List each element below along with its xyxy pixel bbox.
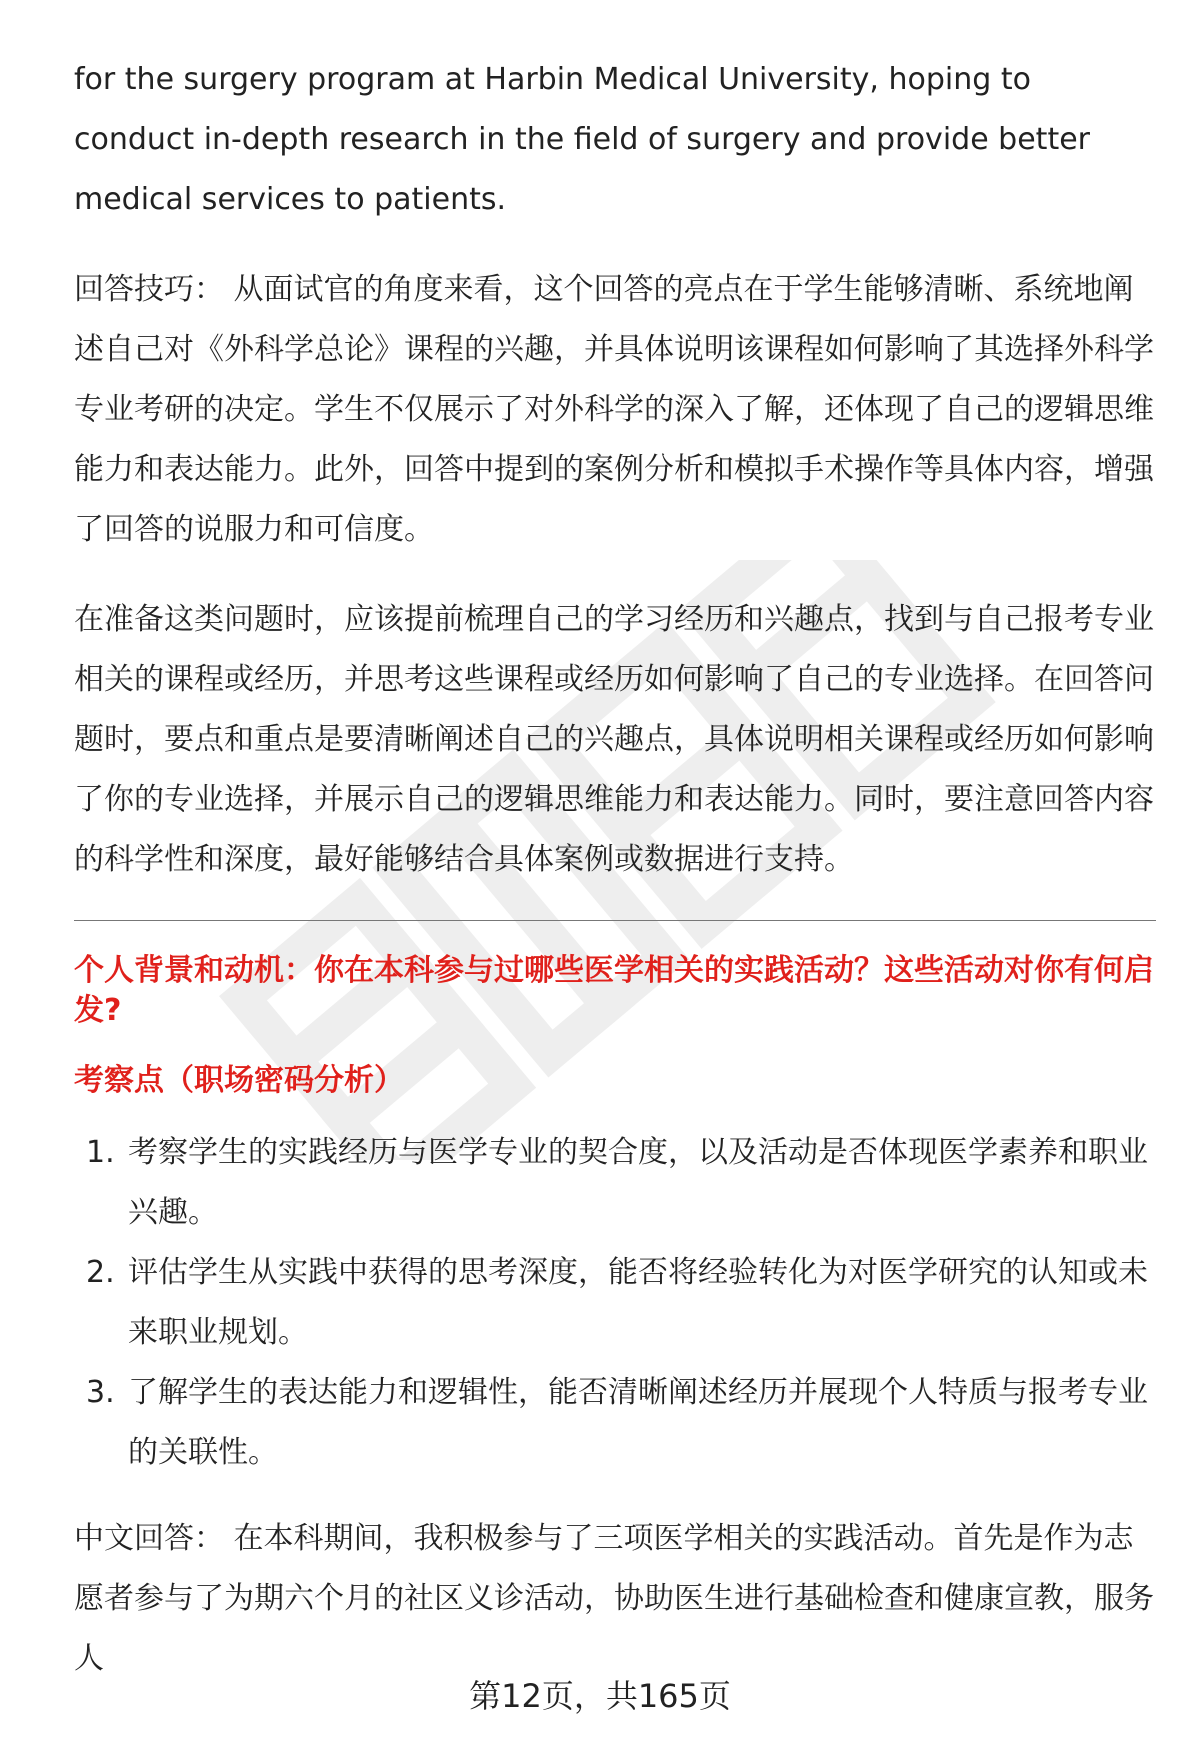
list-item-number: 1. <box>86 1135 115 1170</box>
list-item-number: 2. <box>86 1255 115 1290</box>
assessment-points-heading: 考察点（职场密码分析） <box>74 1063 404 1098</box>
preparation-advice-paragraph: 在准备这类问题时，应该提前梳理自己的学习经历和兴趣点，找到与自己报考专业相关的课程或经历，并思考这些课程或经历如何影响了自己的专业选择。在回答问题时，要点和重点是要清晰阐述自己的兴趣点，具体说明相关课程或经历如何影响了你的专业选择，并展示自己的逻辑思维能力和表达能力。同时，要注意回答内容的科学性和深度，最好能够结合具体案例或数据进行支持。 <box>74 602 1154 877</box>
list-item <box>74 1123 1156 1243</box>
question-heading: 个人背景和动机：你在本科参与过哪些医学相关的实践活动？这些活动对你有何启发? <box>74 953 1154 1028</box>
list-item-text: 了解学生的表达能力和逻辑性，能否清晰阐述经历并展现个人特质与报考专业的关联性。 <box>128 1375 1148 1470</box>
list-item-number: 3. <box>86 1375 115 1410</box>
list-item-text: 评估学生从实践中获得的思考深度，能否将经验转化为对医学研究的认知或未来职业规划。 <box>128 1255 1148 1350</box>
section-divider <box>74 920 1156 921</box>
document-body <box>74 50 1156 1719</box>
chinese-answer-paragraph: 中文回答： 在本科期间，我积极参与了三项医学相关的实践活动。首先是作为志愿者参与了为期六个月的社区义诊活动，协助医生进行基础检查和健康宣教，服务人 <box>74 1521 1154 1676</box>
assessment-points-list <box>74 1123 1156 1483</box>
list-item <box>74 1243 1156 1363</box>
list-item <box>74 1363 1156 1483</box>
intro-paragraph-en: for the surgery program at Harbin Medical University, hoping to conduct in-depth research in the field of surgery and provide better medical services to patients. <box>74 62 1091 217</box>
answer-tips-paragraph: 回答技巧： 从面试官的角度来看，这个回答的亮点在于学生能够清晰、系统地阐述自己对《外科学总论》课程的兴趣，并具体说明该课程如何影响了其选择外科学专业考研的决定。学生不仅展示了对外科学的深入了解，还体现了自己的逻辑思维能力和表达能力。此外，回答中提到的案例分析和模拟手术操作等具体内容，增强了回答的说服力和可信度。 <box>74 272 1154 547</box>
page-number-footer: 第12页，共165页 <box>469 1677 731 1715</box>
list-item-text: 考察学生的实践经历与医学专业的契合度，以及活动是否体现医学素养和职业兴趣。 <box>128 1135 1148 1230</box>
